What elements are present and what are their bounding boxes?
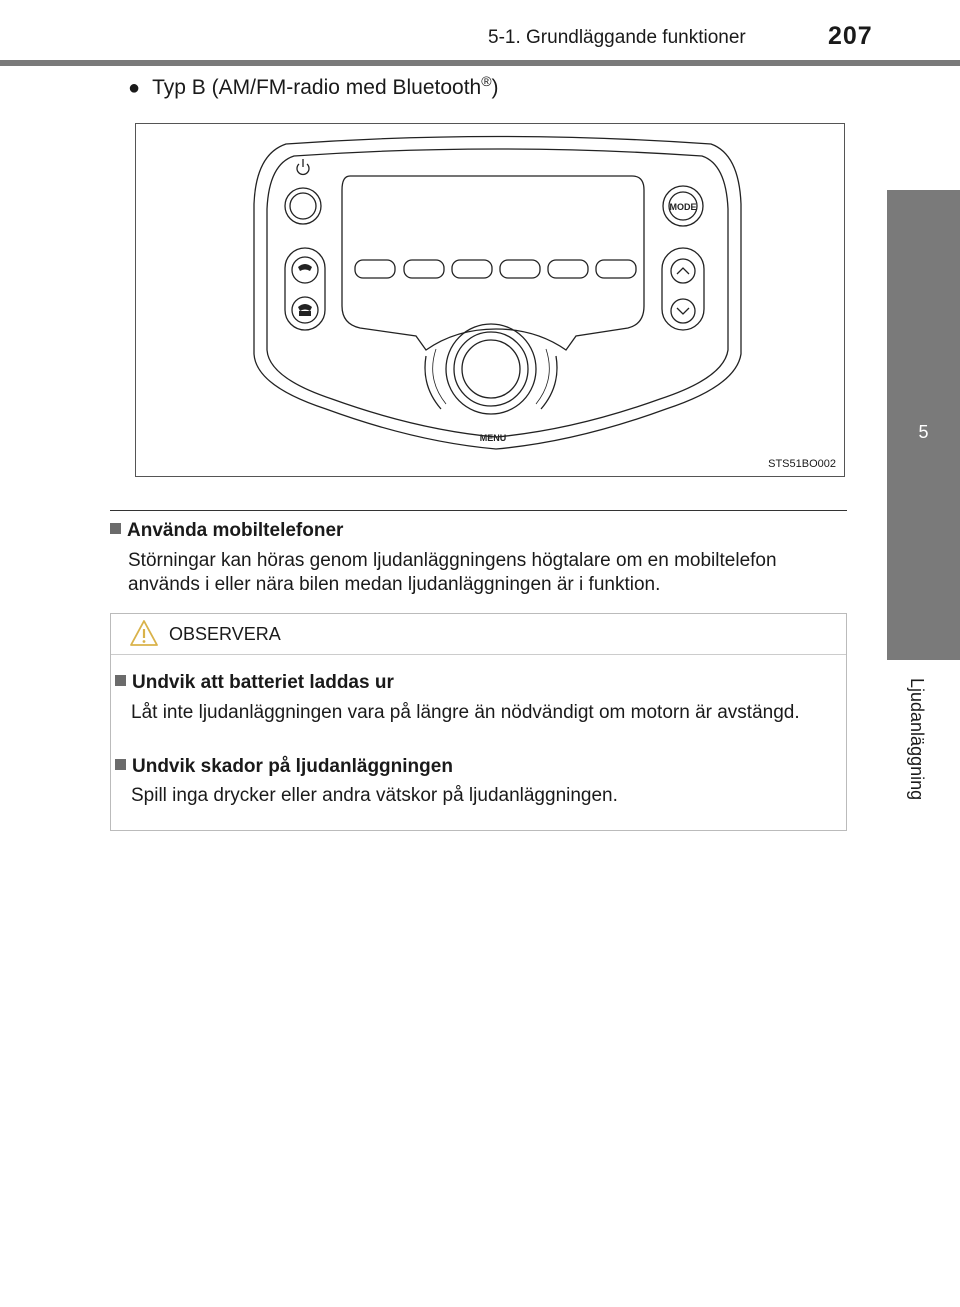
mode-label: MODE	[669, 202, 697, 212]
notice-item-heading	[115, 672, 394, 694]
radio-figure	[135, 123, 845, 477]
figure-heading	[128, 73, 499, 100]
notice-item-heading-text: Undvik att batteriet laddas ur	[132, 672, 394, 693]
header-rule	[0, 60, 960, 66]
radio-panel-illustration	[136, 124, 844, 476]
section-title: 5-1. Grundläggande funktioner	[488, 27, 746, 48]
warning-icon	[129, 619, 159, 647]
bullet-icon: ●	[128, 77, 141, 99]
notice-item-text: Låt inte ljudanläggningen vara på längre än nödvändigt om motorn är avstängd.	[131, 702, 800, 723]
notice-item-text: Spill inga drycker eller andra vätskor på ljudanläggningen.	[131, 785, 618, 806]
mobile-section-heading	[110, 520, 343, 542]
chapter-number: 5	[918, 422, 929, 442]
notice-item-heading-text: Undvik skador på ljudanläggningen	[132, 756, 453, 777]
chapter-label: Ljudanläggning	[907, 678, 927, 801]
square-bullet-icon	[115, 759, 126, 770]
page-number: 207	[828, 22, 873, 50]
notice-box	[110, 613, 847, 831]
figure-code: STS51BO002	[768, 458, 836, 470]
mobile-section-text: Störningar kan höras genom ljudanläggningens högtalare om en mobiltelefon används i eller nära bilen medan ljudanläggningen är i funktion.	[128, 550, 777, 595]
section-divider	[110, 510, 847, 511]
notice-item-heading	[115, 756, 453, 778]
figure-heading-end: )	[491, 76, 499, 99]
square-bullet-icon	[110, 523, 121, 534]
chapter-tab	[887, 190, 960, 660]
notice-label: OBSERVERA	[169, 624, 281, 644]
figure-heading-text: Typ B (AM/FM-radio med Bluetooth	[152, 76, 482, 99]
registered-mark: ®	[481, 73, 492, 89]
notice-header	[111, 614, 846, 655]
square-bullet-icon	[115, 675, 126, 686]
menu-label: MENU	[479, 433, 507, 443]
mobile-section-heading-text: Använda mobiltelefoner	[127, 520, 344, 541]
